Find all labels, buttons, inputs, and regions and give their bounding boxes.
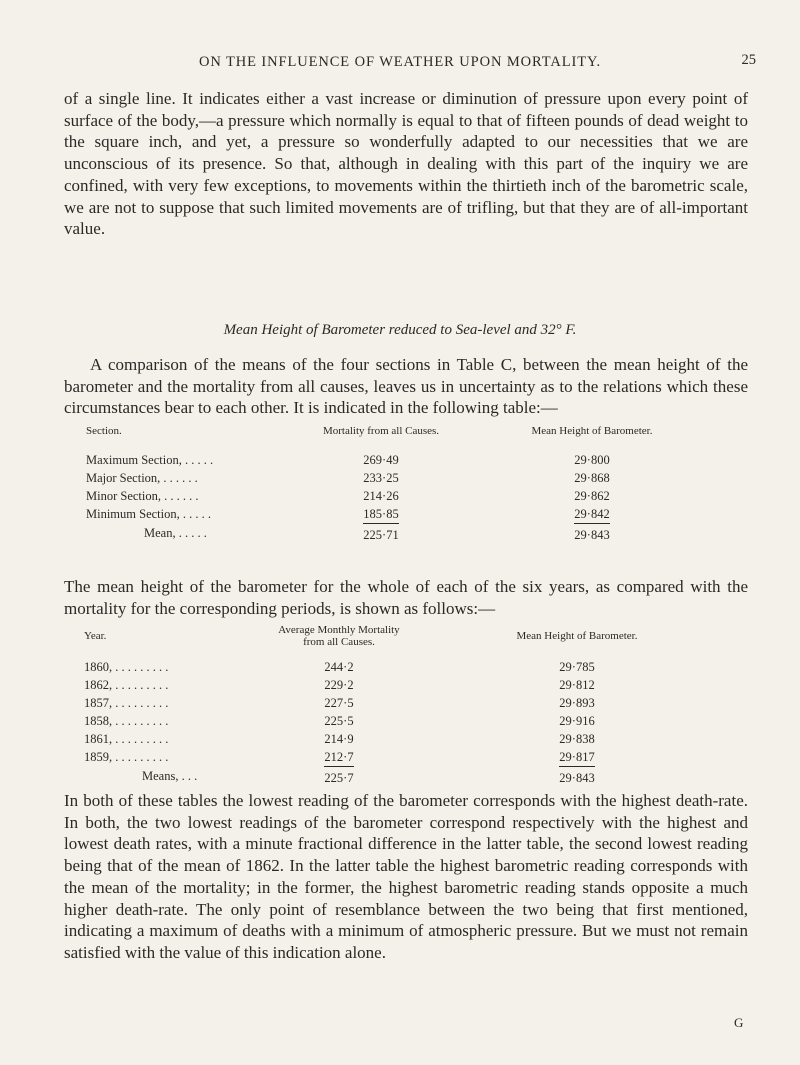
means-label: Means, . . . <box>142 768 198 783</box>
table-row <box>86 487 718 505</box>
row-label: 1857, . . . . . . . . . <box>84 695 169 710</box>
mortality-value: 214·26 <box>363 488 399 503</box>
mortality-value: 227·5 <box>324 695 354 710</box>
barometer-value: 29·862 <box>574 488 610 503</box>
mean-label: Mean, . . . . . <box>144 525 207 540</box>
paragraph-4 <box>64 790 748 964</box>
row-label: 1859, . . . . . . . . . <box>84 749 169 764</box>
table-row <box>84 748 720 766</box>
row-label: 1860, . . . . . . . . . <box>84 659 169 674</box>
means-row <box>84 766 720 786</box>
mortality-value: 269·49 <box>363 452 399 467</box>
page-number: 25 <box>741 52 756 68</box>
mean-barometer-value: 29·843 <box>574 523 609 543</box>
paragraph-4-text: In both of these tables the lowest reading of the barometer corresponds with the highest death-rate. In both, the two lowest readings of the barometer correspond respectively with the highest and lowest death rates, with a minute fractional difference in the latter table, the second lowest reading being that of the mean of 1862. In the latter table the highest barometric reading corresponds with the mean of the mortality; in the former, the highest barometric reading stands opposite a much higher death-rate. The only point of resemblance between the two being that first mentioned, indicating a maximum of deaths with a minimum of atmospheric pressure. But we must not remain satisfied with the value of this indication alone. <box>64 791 748 962</box>
barometer-value: 29·785 <box>559 659 595 674</box>
barometer-value: 29·868 <box>574 470 610 485</box>
mortality-value: 229·2 <box>324 677 354 692</box>
column-header-barometer: Mean Height of Barometer. <box>516 630 638 642</box>
mortality-header-line-1: Average Monthly Mortality <box>278 624 400 636</box>
table-row <box>84 712 720 730</box>
table-row <box>86 451 718 469</box>
row-label: 1858, . . . . . . . . . <box>84 713 169 728</box>
signature-mark: G <box>734 1015 744 1030</box>
section-subheading: Mean Height of Barometer reduced to Sea-level and 32° F. <box>223 322 577 338</box>
table-header-row <box>84 624 720 658</box>
table-years <box>84 624 720 786</box>
row-label: Minimum Section, . . . . . <box>86 506 211 521</box>
table-row <box>84 730 720 748</box>
row-label: Major Section, . . . . . . <box>86 470 198 485</box>
barometer-value: 29·838 <box>559 731 595 746</box>
paragraph-2 <box>64 354 748 419</box>
paragraph-1-text: of a single line. It indicates either a vast increase or diminution of pressure upon every point of surface of the body,—a pressure which normally is equal to that of fifteen pounds of dead weight to the square inch, and yet, a pressure so wonderfully adapted to our necessities that we are unconscious of its presence. So that, although in dealing with this part of the inquiry we are confined, with very few exceptions, to movements within the thirtieth inch of the barometric scale, we are not to suppose that such limited movements are of trifling, but that they are of all-important value. <box>64 89 748 239</box>
paragraph-2-text: A comparison of the means of the four sections in Table C, between the mean height of the barometer and the mortality from all causes, leaves us in uncertainty as to the relations which these circumstances bear to each other. It is indicated in the following table:— <box>64 355 748 418</box>
paragraph-3-text: The mean height of the barometer for the whole of each of the six years, as compared with the mortality for the corresponding periods, is shown as follows:— <box>64 577 748 618</box>
mean-mortality-value: 225·71 <box>363 523 398 543</box>
mortality-header-line-2: from all Causes. <box>303 636 375 648</box>
barometer-value: 29·842 <box>574 506 610 521</box>
column-header-mortality <box>244 624 434 658</box>
row-label: Minor Section, . . . . . . <box>86 488 199 503</box>
mortality-value: 233·25 <box>363 470 399 485</box>
barometer-value: 29·817 <box>559 749 595 764</box>
table-row <box>86 505 718 523</box>
paragraph-3 <box>64 576 748 619</box>
mortality-value: 212·7 <box>324 749 354 764</box>
column-header-mortality: Mortality from all Causes. <box>322 425 440 437</box>
table-sections <box>86 425 718 543</box>
mortality-value: 225·5 <box>324 713 354 728</box>
mortality-value: 185·85 <box>363 506 399 521</box>
table-row <box>84 676 720 694</box>
means-barometer-value: 29·843 <box>559 766 594 786</box>
table-row <box>86 469 718 487</box>
barometer-value: 29·893 <box>559 695 595 710</box>
column-header-section: Section. <box>86 425 122 437</box>
table-row <box>84 694 720 712</box>
column-header-year: Year. <box>84 630 107 642</box>
means-mortality-value: 225·7 <box>324 766 353 786</box>
table-row <box>84 658 720 676</box>
column-header-barometer: Mean Height of Barometer. <box>531 425 653 437</box>
mortality-value: 214·9 <box>324 731 354 746</box>
table-header-row <box>86 425 718 451</box>
paragraph-1 <box>64 88 748 240</box>
row-label: Maximum Section, . . . . . <box>86 452 214 467</box>
running-header: ON THE INFLUENCE OF WEATHER UPON MORTALITY. <box>199 54 601 70</box>
mean-row <box>86 523 718 543</box>
barometer-value: 29·916 <box>559 713 595 728</box>
barometer-value: 29·812 <box>559 677 595 692</box>
row-label: 1862, . . . . . . . . . <box>84 677 169 692</box>
row-label: 1861, . . . . . . . . . <box>84 731 169 746</box>
mortality-value: 244·2 <box>324 659 354 674</box>
barometer-value: 29·800 <box>574 452 610 467</box>
